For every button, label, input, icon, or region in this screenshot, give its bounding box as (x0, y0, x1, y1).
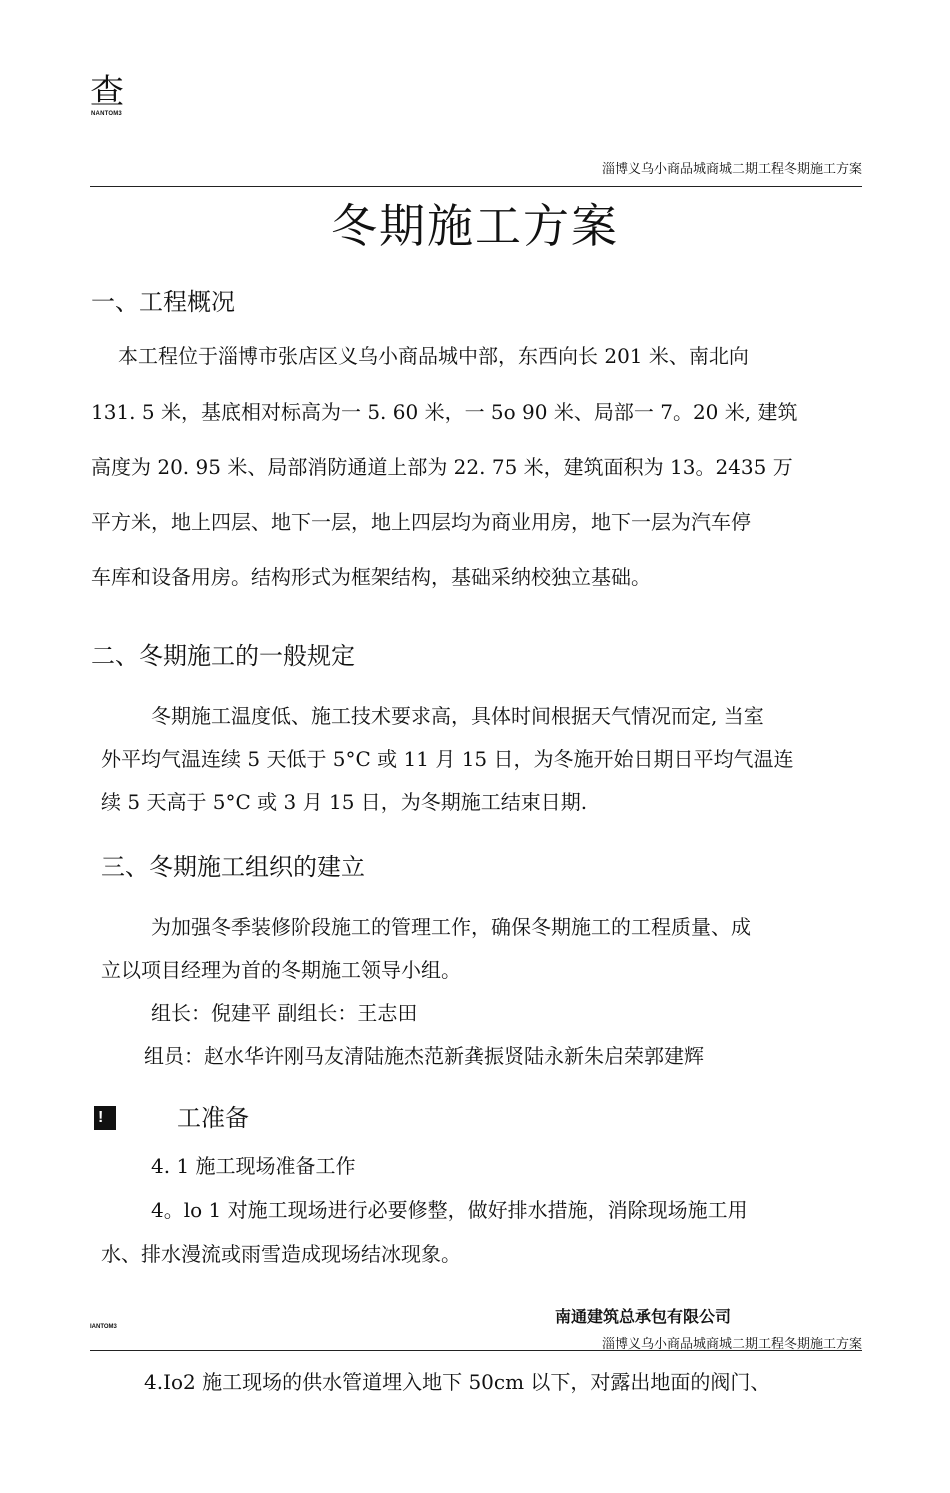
header-rule (90, 186, 862, 187)
section-3-line-1: 为加强冬季装修阶段施工的管理工作，确保冬期施工的工程质量、成 (151, 915, 751, 939)
document-title: 冬期施工方案 (331, 199, 619, 253)
section-1-line-2: 131. 5 米，基底相对标高为一 5. 60 米，一 5o 90 米、局部一 7。20 米, 建筑 (91, 400, 798, 424)
section-3-line-2: 立以项目经理为首的冬期施工领导小组。 (101, 958, 461, 982)
section-1-heading: 一、工程概况 (91, 288, 235, 316)
section-1-line-5: 车库和设备用房。结构形式为框架结构，基础采纳校独立基础。 (91, 565, 651, 589)
footer-project-name: 淄博义乌小商品城商城二期工程冬期施工方案 (601, 1337, 862, 1352)
section-2-line-3: 续 5 天高于 5°C 或 3 月 15 日，为冬期施工结束日期. (101, 790, 588, 814)
section-1-line-1: 本工程位于淄博市张店区义乌小商品城中部，东西向长 201 米、南北向 (118, 344, 749, 368)
section-1-line-3: 高度为 20. 95 米、局部消防通道上部为 22. 75 米，建筑面积为 13。2435 万 (91, 455, 793, 479)
footer-rule (90, 1350, 862, 1351)
section-2-line-1: 冬期施工温度低、施工技术要求高，具体时间根据天气情况而定, 当室 (151, 704, 764, 728)
section-1-line-4: 平方米，地上四层、地下一层，地上四层均为商业用房，地下一层为汽车停 (91, 510, 751, 534)
footer-company-name: 南通建筑总承包有限公司 (555, 1307, 732, 1326)
footer-logo-subtext: IANTOM3 (90, 1324, 117, 1330)
section-2-line-2: 外平均气温连续 5 天低于 5°C 或 11 月 15 日，为冬施开始日期日平均气温连 (101, 747, 794, 771)
section-4-bullet: ! (94, 1106, 116, 1130)
next-page-line: 4.Io2 施工现场的供水管道埋入地下 50cm 以下，对露出地面的阀门、 (144, 1370, 771, 1394)
section-4-line-2: 水、排水漫流或雨雪造成现场结冰现象。 (101, 1242, 461, 1266)
section-3-team-members: 组员：赵水华许刚马友清陆施杰范新龚振贤陆永新朱启荣郭建辉 (144, 1044, 704, 1068)
header-project-name: 淄博义乌小商品城商城二期工程冬期施工方案 (601, 162, 862, 177)
section-2-heading: 二、冬期施工的一般规定 (91, 642, 355, 670)
company-logo-char: 查 (90, 72, 124, 112)
section-4-heading: 工准备 (177, 1104, 249, 1132)
section-4-subheading: 4. 1 施工现场准备工作 (151, 1154, 356, 1178)
company-logo-subtext: NANTOM3 (91, 111, 122, 117)
section-3-team-leaders: 组长：倪建平 副组长：王志田 (151, 1001, 418, 1025)
section-3-heading: 三、冬期施工组织的建立 (101, 853, 365, 881)
section-4-line-1: 4。lo 1 对施工现场进行必要修整，做好排水措施，消除现场施工用 (151, 1198, 748, 1222)
